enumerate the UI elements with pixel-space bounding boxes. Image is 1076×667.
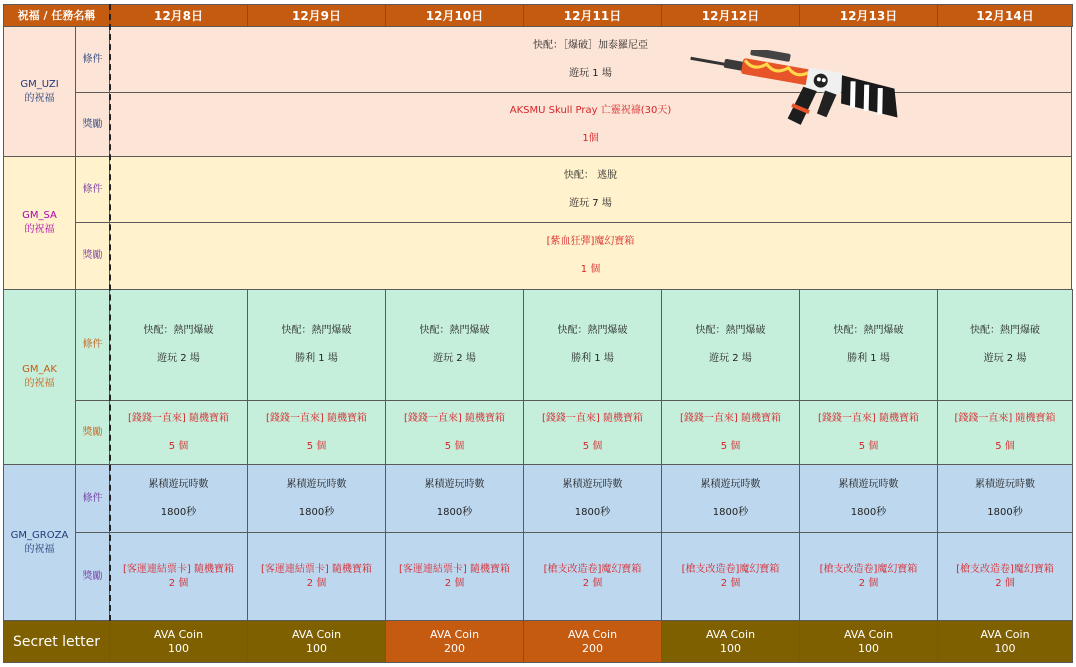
coin-name: AVA Coin <box>291 627 342 641</box>
ak-cond-count: 勝利 1 場 <box>295 353 338 364</box>
coin-amount: 100 <box>720 641 741 655</box>
groza-day-reward <box>247 532 386 621</box>
row-name-gm-sa <box>3 156 76 290</box>
ak-reward-item: [錢錢一直來] 隨機寶箱 <box>954 412 1056 424</box>
row-name-gm-ak <box>3 289 76 465</box>
groza-cond-count: 1800秒 <box>298 506 335 518</box>
secret-letter-label: Secret letter <box>3 620 110 663</box>
groza-day-condition <box>523 464 662 533</box>
groza-day-condition <box>937 464 1073 533</box>
header-date: 12月8日 <box>109 4 248 27</box>
header-date: 12月12日 <box>661 4 800 27</box>
groza-cond-count: 1800秒 <box>436 506 473 518</box>
groza-cond-count: 1800秒 <box>987 506 1023 518</box>
sa-reward-label: 獎勵 <box>75 222 110 290</box>
groza-cond-count: 1800秒 <box>160 506 197 518</box>
coin-name: AVA Coin <box>153 627 204 641</box>
groza-reward-item: [客運連結票卡] 隨機寶箱 <box>261 563 372 575</box>
groza-reward-qty: 2 個 <box>858 577 879 589</box>
ak-cond-count: 勝利 1 場 <box>847 353 890 364</box>
coin-name: AVA Coin <box>429 627 480 641</box>
gm-sa-suffix: 的祝福 <box>24 224 55 235</box>
sa-cond-count: 遊玩 7 場 <box>569 197 612 209</box>
header-date: 12月11日 <box>523 4 662 27</box>
groza-cond-mode: 累積遊玩時數 <box>148 478 209 490</box>
uzi-reward <box>109 92 1072 157</box>
ak-day-reward <box>523 400 662 465</box>
groza-cond-mode: 累積遊玩時數 <box>424 478 485 490</box>
schedule-table <box>3 4 1072 663</box>
ak-day-reward <box>385 400 524 465</box>
gm-ak-suffix: 的祝福 <box>24 378 55 389</box>
groza-cond-label: 條件 <box>75 464 110 533</box>
row-name-gm-uzi <box>3 26 76 157</box>
groza-cond-mode: 累積遊玩時數 <box>562 478 623 490</box>
ak-day-condition <box>109 289 248 401</box>
ak-day-reward <box>799 400 938 465</box>
coin-amount: 100 <box>994 641 1016 655</box>
groza-cond-count: 1800秒 <box>712 506 749 518</box>
uzi-reward-item: AKSMU Skull Pray 亡靈祝禱(30天) <box>509 104 672 116</box>
ak-reward-item: [錢錢一直來] 隨機寶箱 <box>404 412 505 424</box>
secret-coin-reward <box>109 620 248 663</box>
secret-coin-reward <box>937 620 1073 663</box>
ak-day-reward <box>109 400 248 465</box>
groza-day-condition <box>661 464 800 533</box>
column-divider-dashed <box>109 4 111 621</box>
groza-reward-qty: 2 個 <box>582 577 603 589</box>
ak-day-condition <box>385 289 524 401</box>
uzi-cond-label: 條件 <box>75 26 110 93</box>
coin-amount: 100 <box>306 641 327 655</box>
ak-cond-mode: 快配：熱門爆破 <box>833 325 904 336</box>
ak-cond-count: 遊玩 2 場 <box>709 353 752 364</box>
ak-day-reward <box>937 400 1073 465</box>
ak-reward-item: [錢錢一直來] 隨機寶箱 <box>542 412 643 424</box>
header-date: 12月9日 <box>247 4 386 27</box>
groza-day-condition <box>247 464 386 533</box>
ak-cond-mode: 快配：熱門爆破 <box>419 325 490 336</box>
gm-uzi-name: GM_UZI <box>20 78 59 90</box>
header-corner: 祝福 / 任務名稱 <box>3 4 110 27</box>
ak-day-condition <box>661 289 800 401</box>
ak-day-reward <box>661 400 800 465</box>
ak-cond-mode: 快配：熱門爆破 <box>143 325 214 336</box>
secret-coin-reward <box>523 620 662 663</box>
ak-reward-item: [錢錢一直來] 隨機寶箱 <box>680 412 781 424</box>
ak-reward-qty: 5 個 <box>720 440 741 452</box>
coin-amount: 200 <box>444 641 465 655</box>
gm-uzi-suffix: 的祝福 <box>24 92 55 104</box>
groza-reward-item: [槍支改造卷]魔幻寶箱 <box>956 563 1054 575</box>
sa-condition <box>109 156 1072 223</box>
coin-amount: 100 <box>858 641 879 655</box>
groza-cond-mode: 累積遊玩時數 <box>838 478 899 490</box>
ak-reward-item: [錢錢一直來] 隨機寶箱 <box>128 412 229 424</box>
uzi-cond-mode: 快配：［爆破］加泰羅尼亞 <box>533 39 648 51</box>
ak-day-condition <box>799 289 938 401</box>
secret-coin-reward <box>799 620 938 663</box>
ak-day-reward <box>247 400 386 465</box>
groza-cond-mode: 累積遊玩時數 <box>286 478 347 490</box>
ak-cond-count: 遊玩 2 場 <box>983 353 1027 364</box>
gm-sa-name: GM_SA <box>22 210 57 221</box>
uzi-reward-qty: 1個 <box>582 132 599 144</box>
coin-name: AVA Coin <box>843 627 894 641</box>
uzi-reward-label: 獎勵 <box>75 92 110 157</box>
gm-groza-suffix: 的祝福 <box>24 543 55 555</box>
groza-cond-count: 1800秒 <box>574 506 611 518</box>
secret-coin-reward <box>247 620 386 663</box>
groza-day-condition <box>109 464 248 533</box>
groza-day-reward <box>523 532 662 621</box>
row-name-gm-groza <box>3 464 76 621</box>
secret-coin-reward <box>385 620 524 663</box>
groza-day-reward <box>937 532 1073 621</box>
ak-reward-qty: 5 個 <box>444 440 465 452</box>
sa-reward <box>109 222 1072 290</box>
ak-cond-count: 遊玩 2 場 <box>433 353 476 364</box>
uzi-condition <box>109 26 1072 93</box>
groza-reward-item: [槍支改造卷]魔幻寶箱 <box>681 563 780 575</box>
groza-reward-item: [槍支改造卷]魔幻寶箱 <box>543 563 642 575</box>
ak-day-condition <box>247 289 386 401</box>
groza-reward-qty: 2 個 <box>306 577 327 589</box>
groza-reward-item: [客運連結票卡] 隨機寶箱 <box>399 563 510 575</box>
header-date: 12月10日 <box>385 4 524 27</box>
uzi-cond-count: 遊玩 1 場 <box>569 67 612 79</box>
coin-name: AVA Coin <box>980 627 1030 641</box>
ak-reward-item: [錢錢一直來] 隨機寶箱 <box>818 412 919 424</box>
groza-reward-label: 獎勵 <box>75 532 110 621</box>
groza-reward-qty: 2 個 <box>995 577 1015 589</box>
gm-groza-name: GM_GROZA <box>10 529 69 541</box>
ak-cond-label: 條件 <box>75 289 110 401</box>
groza-reward-qty: 2 個 <box>720 577 741 589</box>
groza-cond-count: 1800秒 <box>850 506 887 518</box>
ak-cond-count: 遊玩 2 場 <box>157 353 200 364</box>
coin-amount: 200 <box>582 641 603 655</box>
groza-cond-mode: 累積遊玩時數 <box>700 478 761 490</box>
ak-cond-mode: 快配：熱門爆破 <box>970 325 1040 336</box>
ak-day-condition <box>523 289 662 401</box>
header-date: 12月14日 <box>937 4 1073 27</box>
ak-reward-qty: 5 個 <box>995 440 1015 452</box>
groza-day-condition <box>799 464 938 533</box>
coin-amount: 100 <box>168 641 189 655</box>
sa-reward-item: [紫血狂彈]魔幻寶箱 <box>546 236 635 247</box>
aksmu-skull-pray-rifle-image <box>683 50 913 150</box>
sa-cond-mode: 快配： 逃脫 <box>563 169 618 181</box>
ak-cond-mode: 快配：熱門爆破 <box>695 325 766 336</box>
ak-cond-count: 勝利 1 場 <box>571 353 614 364</box>
ak-reward-qty: 5 個 <box>858 440 879 452</box>
ak-cond-mode: 快配：熱門爆破 <box>557 325 628 336</box>
groza-reward-qty: 2 個 <box>168 577 189 589</box>
groza-cond-mode: 累積遊玩時數 <box>975 478 1035 490</box>
ak-reward-qty: 5 個 <box>168 440 189 452</box>
gm-ak-name: GM_AK <box>22 364 57 375</box>
groza-day-reward <box>109 532 248 621</box>
groza-day-reward <box>385 532 524 621</box>
groza-day-reward <box>661 532 800 621</box>
sa-reward-qty: 1 個 <box>580 264 601 275</box>
ak-reward-item: [錢錢一直來] 隨機寶箱 <box>266 412 367 424</box>
ak-cond-mode: 快配：熱門爆破 <box>281 325 352 336</box>
coin-name: AVA Coin <box>705 627 756 641</box>
secret-coin-reward <box>661 620 800 663</box>
ak-day-condition <box>937 289 1073 401</box>
groza-day-condition <box>385 464 524 533</box>
coin-name: AVA Coin <box>567 627 618 641</box>
groza-reward-qty: 2 個 <box>444 577 465 589</box>
groza-day-reward <box>799 532 938 621</box>
groza-reward-item: [客運連結票卡] 隨機寶箱 <box>123 563 234 575</box>
ak-reward-label: 獎勵 <box>75 400 110 465</box>
ak-reward-qty: 5 個 <box>306 440 327 452</box>
groza-reward-item: [槍支改造卷]魔幻寶箱 <box>819 563 918 575</box>
sa-cond-label: 條件 <box>75 156 110 223</box>
header-date: 12月13日 <box>799 4 938 27</box>
ak-reward-qty: 5 個 <box>582 440 603 452</box>
